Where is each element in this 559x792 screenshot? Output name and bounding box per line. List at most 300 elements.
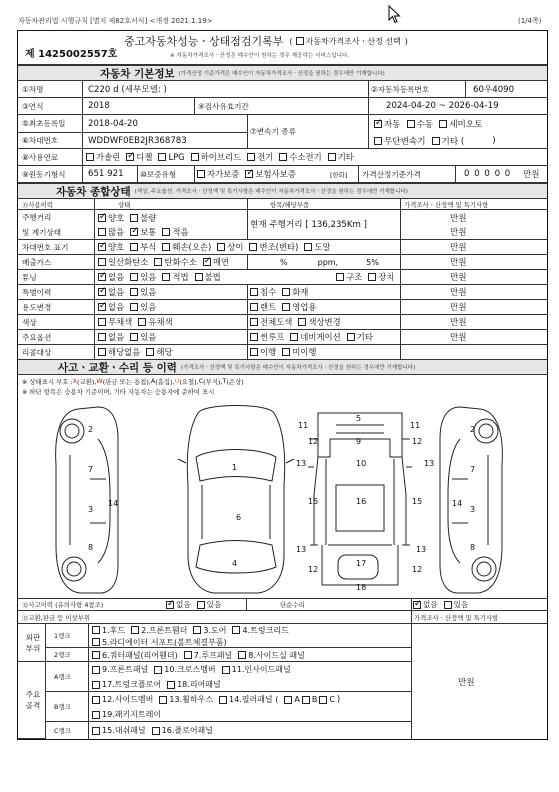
rank-3-part-0-1[interactable] [159, 694, 213, 705]
status-row-1 [18, 225, 547, 240]
warranty-options [197, 166, 302, 182]
status-2-opt-0[interactable] [98, 241, 124, 253]
trans-manual[interactable] [407, 118, 434, 130]
fuel-option-4[interactable] [247, 151, 273, 163]
status-vline [247, 330, 248, 344]
status-2-opt-2-label: 훼손(오손) [172, 242, 212, 252]
status-5-opt-0-checkbox[interactable] [98, 288, 106, 296]
warranty-option-1-checkbox[interactable] [245, 170, 253, 178]
right-side-view [440, 407, 502, 593]
status-0-opt-0-checkbox[interactable] [98, 214, 106, 222]
rank-4-part-0-1-label: 16.플로어패널 [161, 726, 214, 735]
simple-option-0[interactable] [413, 599, 438, 610]
usage-detail-1-label: 영업용 [292, 302, 317, 312]
rank-label-0: 1랭크 [54, 632, 71, 640]
fuel-option-0[interactable] [86, 151, 120, 163]
rank-0-part-0-0-checkbox[interactable] [92, 626, 100, 634]
status-4-opt-2-label: 적법 [172, 272, 189, 282]
status-detail-4 [336, 270, 400, 284]
status-8-opt-0[interactable] [98, 331, 124, 343]
pillar-option-2[interactable] [319, 695, 335, 704]
status-2-opt-3-checkbox[interactable] [217, 243, 225, 251]
rank-2-part-0-2[interactable] [222, 664, 291, 675]
left-view-label-4: 8 [88, 543, 94, 552]
accident-note: (가격조사ㆍ산정액 및 특기사항은 매수인이 자동차가격조사ㆍ산정을 원하는 경우에만 기재합니다) [180, 365, 416, 371]
rank-vline [88, 648, 89, 661]
frame-view-label-7: 10 [356, 459, 367, 468]
price-survey-checkbox[interactable] [296, 37, 304, 45]
rank-0-part-1-0-label: 5.라디에이터 서포트(볼트체결부품) [102, 637, 227, 647]
fuel-option-1-label: 디젤 [136, 152, 153, 162]
status-row-7 [18, 315, 547, 330]
rank-4-part-0-0-checkbox[interactable] [92, 727, 100, 735]
status-5-opt-1[interactable] [130, 286, 156, 298]
left-view-label-1: 7 [88, 465, 94, 474]
color-detail-1-checkbox[interactable] [298, 318, 306, 326]
rank-4-part-0-0[interactable] [92, 725, 146, 736]
color-detail-1-label: 색상변경 [308, 317, 341, 327]
status-2-opt-1[interactable] [130, 241, 156, 253]
tuning-detail-0-checkbox[interactable] [336, 273, 344, 281]
frame-view-label-17: 18 [356, 583, 367, 592]
trans-etc-checkbox[interactable] [432, 137, 440, 145]
status-1-opt-2-checkbox[interactable] [162, 228, 170, 236]
special-detail-0[interactable] [250, 286, 276, 298]
trans-auto-checkbox[interactable] [374, 120, 382, 128]
simple-option-1[interactable] [444, 599, 469, 610]
damage-diagram-area [18, 375, 547, 599]
status-9-opt-1[interactable] [146, 346, 172, 358]
rank-3-part-0-2[interactable] [219, 694, 278, 705]
right-view-label-3: 14 [452, 499, 463, 508]
status-8-opt-1[interactable] [130, 331, 156, 343]
fuel-option-1-checkbox[interactable] [126, 153, 134, 161]
car-name-label: ①차명 [22, 84, 44, 94]
legend-part-0: ※ 상태표시 부호 : [22, 377, 73, 386]
engine-label: ⑨원동기형식 [22, 169, 66, 179]
form-title-row [18, 31, 547, 65]
warranty-option-0[interactable] [197, 168, 239, 180]
option-detail-0-checkbox[interactable] [250, 333, 258, 341]
fuel-option-0-checkbox[interactable] [86, 153, 94, 161]
rank-vline [88, 722, 89, 739]
status-8-opt-1-checkbox[interactable] [130, 333, 138, 341]
color-detail-0-checkbox[interactable] [250, 318, 258, 326]
rank-3-part-0-2-label: 14.필러패널 ( [229, 695, 279, 704]
rank-2-part-0-0[interactable] [92, 664, 148, 675]
status-row-options-9 [98, 345, 179, 359]
pillar-option-1[interactable] [302, 695, 318, 704]
status-row-label-9: 리콜대상 [22, 347, 52, 357]
pillar-option-1-checkbox[interactable] [302, 696, 310, 704]
recall-detail-1-checkbox[interactable] [282, 348, 290, 356]
status-2-opt-5[interactable] [304, 241, 330, 253]
outer-panel-group [18, 624, 46, 662]
status-vline [400, 240, 401, 254]
recall-detail-0[interactable] [250, 346, 276, 358]
status-vline [247, 315, 248, 329]
status-9-opt-0-label: 해당없음 [108, 347, 141, 357]
frame-view-label-14: 12 [308, 565, 319, 574]
pillar-option-0[interactable] [284, 695, 299, 704]
pillar-option-2-label: C [329, 695, 335, 704]
fuel-option-6[interactable] [328, 151, 354, 163]
rank-3-part-0-2-checkbox[interactable] [219, 696, 227, 704]
history-option-1-checkbox[interactable] [197, 601, 205, 609]
status-6-opt-1-label: 있음 [140, 302, 157, 312]
fuel-option-2-checkbox[interactable] [158, 153, 166, 161]
usage-detail-0[interactable] [250, 301, 276, 313]
status-0-opt-1[interactable] [130, 212, 156, 224]
rank-2-part-0-1[interactable] [154, 664, 215, 675]
col-price: 가격조사ㆍ산정액 및 특기사항 [404, 200, 489, 209]
legend-part-1: X [72, 377, 78, 385]
status-1-opt-2[interactable] [162, 226, 188, 238]
year-value: 2018 [88, 101, 110, 111]
rank-0-part-0-1[interactable] [131, 625, 187, 636]
right-view-label-4: 8 [470, 543, 476, 552]
basic-info-title: 자동차 기본정보 [100, 67, 175, 80]
status-vline [400, 345, 401, 359]
year-row [18, 98, 547, 115]
status-3-opt-1-checkbox[interactable] [154, 258, 162, 266]
engine-value: 651 921 [88, 169, 124, 179]
trans-semi-checkbox[interactable] [439, 120, 447, 128]
status-vline [94, 300, 95, 314]
history-option-0-checkbox[interactable] [166, 601, 174, 609]
pillar-close: ) [336, 694, 341, 705]
rank-3-part-0-0-checkbox[interactable] [92, 696, 100, 704]
status-5-opt-1-label: 있음 [140, 287, 157, 297]
recall-detail-0-label: 이행 [260, 347, 277, 357]
rank-2-part-1-1-label: 18.리어패널 [177, 680, 221, 689]
status-4-opt-0[interactable] [98, 271, 124, 283]
status-row-options-4 [98, 270, 227, 284]
status-row-options-1 [98, 225, 195, 239]
rank-row-2 [46, 662, 411, 692]
status-7-opt-1-checkbox[interactable] [138, 318, 146, 326]
status-vline [400, 300, 401, 314]
option-detail-2-checkbox[interactable] [347, 333, 355, 341]
status-3-opt-0-checkbox[interactable] [98, 258, 106, 266]
pillar-option-2-checkbox[interactable] [319, 696, 327, 704]
status-3-opt-1[interactable] [154, 256, 196, 268]
rank-vline [88, 624, 89, 647]
status-0-opt-0[interactable] [98, 212, 124, 224]
option-detail-2[interactable] [347, 331, 373, 343]
status-vline [247, 345, 248, 359]
trans-semi-label: 세미오토 [449, 119, 483, 130]
status-row-4 [18, 270, 547, 285]
rank-2-line-0 [92, 662, 297, 677]
rank-1-part-0-0[interactable] [92, 650, 178, 661]
option-detail-0[interactable] [250, 331, 284, 343]
vin-label: ⑥차대번호 [22, 136, 59, 145]
status-2-opt-0-checkbox[interactable] [98, 243, 106, 251]
rank-0-part-1-0-checkbox[interactable] [92, 638, 100, 646]
rank-1-part-0-0-label: 6.쿼터패널(리어휀더) [102, 650, 178, 660]
legend-part-4: (판금 또는 용접), [102, 377, 151, 386]
emission-ppm: ppm, [317, 257, 339, 267]
rank-2-part-1-0[interactable] [92, 679, 161, 690]
status-7-opt-0[interactable] [98, 316, 132, 328]
status-4-opt-3-label: 불법 [204, 272, 221, 282]
fuel-label: ⑧사용연료 [22, 152, 59, 162]
recall-detail-1-label: 미이행 [292, 347, 317, 357]
status-4-opt-2[interactable] [162, 271, 188, 283]
status-8-opt-0-label: 없음 [108, 332, 125, 342]
major-frame-group-line-1: 골격 [25, 701, 41, 710]
rank-2-part-1-0-label: 17.트렁크플로어 [102, 680, 162, 689]
fuel-option-2-label: LPG [168, 152, 185, 162]
status-2-opt-3-label: 상이 [227, 242, 244, 252]
status-row-2 [18, 240, 547, 255]
status-6-opt-0-checkbox[interactable] [98, 303, 106, 311]
status-row-3 [18, 255, 547, 270]
status-8-opt-0-checkbox[interactable] [98, 333, 106, 341]
emission-val: 5% [366, 257, 379, 267]
history-option-1[interactable] [197, 599, 222, 610]
simple-option-1-checkbox[interactable] [444, 601, 452, 609]
rank-2-line-1 [92, 677, 227, 692]
status-row-options-0 [98, 210, 162, 225]
simple-option-1-label: 있음 [453, 600, 469, 609]
status-2-opt-2-checkbox[interactable] [162, 243, 170, 251]
rank-1-part-0-0-checkbox[interactable] [92, 651, 100, 659]
usage-detail-1-checkbox[interactable] [282, 303, 290, 311]
rank-0-part-0-2-checkbox[interactable] [193, 626, 201, 634]
status-3-opt-2-checkbox[interactable] [203, 258, 211, 266]
status-4-opt-0-checkbox[interactable] [98, 273, 106, 281]
status-4-opt-3-checkbox[interactable] [195, 273, 203, 281]
history-option-0[interactable] [166, 599, 191, 610]
trans-cvt-checkbox[interactable] [374, 137, 382, 145]
status-9-opt-0[interactable] [98, 346, 140, 358]
rank-0-part-0-0-label: 1.후드 [102, 625, 126, 635]
fuel-options [86, 149, 360, 165]
warranty-option-1[interactable] [245, 168, 295, 180]
status-5-opt-1-checkbox[interactable] [130, 288, 138, 296]
rank-2-part-1-1[interactable] [167, 679, 221, 690]
recall-detail-1[interactable] [282, 346, 316, 358]
status-4-opt-2-checkbox[interactable] [162, 273, 170, 281]
rank-2-part-0-2-checkbox[interactable] [222, 666, 230, 674]
usage-detail-1[interactable] [282, 301, 316, 313]
status-2-opt-1-checkbox[interactable] [130, 243, 138, 251]
first-reg-label: ⑤최초등록일 [22, 119, 66, 128]
status-6-opt-1[interactable] [130, 301, 156, 313]
rank-2-part-0-1-checkbox[interactable] [154, 666, 162, 674]
status-price-unit-8: 만원 [450, 333, 467, 343]
warranty-option-0-label: 자가보증 [207, 169, 240, 179]
trans-semi[interactable] [439, 118, 482, 130]
status-row-label-2: 차대번호 표기 [22, 242, 69, 252]
status-1-opt-0[interactable] [98, 226, 124, 238]
status-detail-8 [250, 330, 379, 344]
rank-2-part-1-1-checkbox[interactable] [167, 681, 175, 689]
accident-title: 사고ㆍ교환ㆍ수리 등 이력 [58, 361, 177, 374]
fuel-option-1[interactable] [126, 151, 152, 163]
status-3-opt-2[interactable] [203, 256, 229, 268]
history-option-0-label: 없음 [176, 600, 191, 609]
status-2-opt-4-checkbox[interactable] [249, 243, 257, 251]
vin-value: WDDWF0EB2JR368783 [88, 135, 187, 146]
status-detail-7 [250, 315, 347, 329]
pillar-option-1-label: B [311, 695, 318, 704]
status-price-unit-4: 만원 [450, 273, 467, 283]
rank-0-line-1 [92, 636, 233, 648]
rank-3-part-1-0-label: 19.패키지트레이 [102, 710, 162, 719]
status-1-opt-1[interactable] [130, 226, 156, 238]
status-2-opt-3[interactable] [217, 241, 243, 253]
car-name-value: C220 d (세부모델: ) [88, 85, 167, 95]
status-row-options-8 [98, 330, 162, 344]
special-detail-1[interactable] [282, 286, 308, 298]
base-price-unit: 만원 [523, 170, 540, 180]
rank-3-part-1-0-checkbox[interactable] [92, 711, 100, 719]
fuel-option-2[interactable] [158, 152, 184, 162]
special-detail-1-label: 화재 [292, 287, 309, 297]
frame-view-label-13: 13 [416, 545, 427, 554]
fuel-option-3-checkbox[interactable] [191, 153, 199, 161]
status-8-opt-1-label: 있음 [140, 332, 157, 342]
rank-1-part-0-1-checkbox[interactable] [184, 651, 192, 659]
status-price-unit-6: 만원 [450, 303, 467, 313]
trans-manual-checkbox[interactable] [407, 120, 415, 128]
option-detail-2-label: 기타 [356, 332, 373, 342]
legend-part-5: A [150, 377, 156, 385]
rank-3-part-0-1-checkbox[interactable] [159, 696, 167, 704]
status-0-opt-1-checkbox[interactable] [130, 214, 138, 222]
trans-auto[interactable] [374, 118, 401, 130]
inspect-period-value: 2024-04-20 ~ 2026-04-19 [386, 101, 499, 111]
rank-3-part-1-0[interactable] [92, 709, 161, 720]
rank-0-part-0-2[interactable] [193, 625, 226, 636]
rank-0-part-0-0[interactable] [92, 625, 125, 636]
status-6-opt-1-checkbox[interactable] [130, 303, 138, 311]
form-title-text: 중고자동차성능ㆍ상태점검기록부 [124, 35, 284, 48]
status-row-5 [18, 285, 547, 300]
fuel-option-5-checkbox[interactable] [279, 153, 287, 161]
simple-repair-label: 단순수리 [280, 601, 305, 609]
status-7-opt-0-checkbox[interactable] [98, 318, 106, 326]
rank-0-part-0-2-label: 3.도어 [203, 625, 227, 635]
fuel-option-4-checkbox[interactable] [247, 153, 255, 161]
form-subtitle: ※ 자동차가격조사ㆍ산정은 매수인이 원하는 경우 제공하는 서비스입니다. [170, 53, 350, 59]
tuning-detail-1-label: 장치 [378, 272, 395, 282]
status-row-label-1: 및 계기상태 [22, 227, 62, 237]
tuning-detail-1-checkbox[interactable] [368, 273, 376, 281]
status-row-options-2 [98, 240, 337, 254]
outer-panel-group-line-1: 부위 [25, 643, 41, 653]
option-detail-1-checkbox[interactable] [290, 333, 298, 341]
tuning-detail-1[interactable] [368, 271, 394, 283]
rank-4-part-0-1-checkbox[interactable] [152, 727, 160, 735]
exchange-price-col: 가격조사ㆍ산정액 및 특기사항 [414, 613, 499, 622]
rank-2-part-1-0-checkbox[interactable] [92, 681, 100, 689]
top-view-label-2: 4 [232, 559, 238, 568]
rank-0-part-1-0[interactable] [92, 637, 227, 648]
outer-panel-group-line-0: 외판 [25, 632, 41, 642]
legend-part-10: (부식), [203, 377, 223, 386]
rank-1-part-0-1[interactable] [184, 650, 233, 661]
option-detail-1[interactable] [290, 331, 340, 343]
fuel-option-5[interactable] [279, 151, 321, 163]
pillar-option-0-checkbox[interactable] [284, 696, 292, 704]
rank-0-part-0-3-checkbox[interactable] [232, 626, 240, 634]
status-1-opt-1-checkbox[interactable] [130, 228, 138, 236]
rank-2-part-0-1-label: 10.크로스멤버 [164, 665, 216, 674]
status-4-opt-3[interactable] [195, 271, 221, 283]
status-7-opt-1[interactable] [138, 316, 172, 328]
status-2-opt-0-label: 양호 [108, 242, 125, 252]
fuel-option-6-checkbox[interactable] [328, 153, 336, 161]
exchange-label: ⑬교환,판금 등 이상부위 [22, 613, 91, 622]
inspect-period-label: ④검사유효기간 [198, 101, 249, 111]
status-price-unit-7: 만원 [450, 318, 467, 328]
recall-detail-0-checkbox[interactable] [250, 348, 258, 356]
trans-cvt[interactable] [374, 135, 426, 147]
pillar-option-0-label: A [294, 695, 300, 704]
rank-1-line-0 [92, 648, 311, 662]
legend-part-11: T [222, 377, 227, 385]
status-2-opt-5-checkbox[interactable] [304, 243, 312, 251]
status-row-label-0: 주행거리 [22, 213, 52, 222]
status-row-options-6 [98, 300, 162, 314]
status-vline [247, 255, 248, 269]
rank-0-part-0-3[interactable] [232, 625, 288, 636]
rank-row-3 [46, 692, 411, 722]
status-5-opt-0-label: 없음 [108, 287, 125, 297]
trans-etc[interactable] [432, 135, 465, 147]
status-row-0 [18, 210, 547, 230]
status-4-opt-1-checkbox[interactable] [130, 273, 138, 281]
frame-view-label-9: 15 [308, 497, 319, 506]
status-detail-6 [250, 300, 322, 314]
rank-0-part-0-1-checkbox[interactable] [131, 626, 139, 634]
warranty-option-0-checkbox[interactable] [197, 170, 205, 178]
rank-4-part-0-1[interactable] [152, 725, 213, 736]
rank-1-part-0-2-checkbox[interactable] [238, 651, 246, 659]
color-detail-0[interactable] [250, 316, 292, 328]
color-detail-1[interactable] [298, 316, 340, 328]
rank-3-part-0-0[interactable] [92, 694, 153, 705]
status-2-opt-5-label: 도말 [314, 242, 331, 252]
frame-view-label-6: 13 [296, 459, 307, 468]
usage-detail-0-checkbox[interactable] [250, 303, 258, 311]
fuel-option-3[interactable] [191, 151, 241, 163]
status-2-opt-4[interactable] [249, 241, 298, 253]
status-row-6 [18, 300, 547, 315]
status-9-opt-0-checkbox[interactable] [98, 348, 106, 356]
status-1-opt-0-checkbox[interactable] [98, 228, 106, 236]
rank-1-part-0-2[interactable] [238, 650, 305, 661]
status-9-opt-1-checkbox[interactable] [146, 348, 154, 356]
special-detail-1-checkbox[interactable] [282, 288, 290, 296]
tuning-detail-0[interactable] [336, 271, 362, 283]
status-5-opt-0[interactable] [98, 286, 124, 298]
transmission-options-1 [374, 115, 488, 132]
rank-2-part-0-0-checkbox[interactable] [92, 666, 100, 674]
status-2-opt-2[interactable] [162, 241, 211, 253]
status-3-opt-0[interactable] [98, 256, 148, 268]
fuel-option-4-label: 전기 [257, 152, 274, 162]
status-4-opt-1[interactable] [130, 271, 156, 283]
status-6-opt-0[interactable] [98, 301, 124, 313]
simple-option-0-checkbox[interactable] [413, 601, 421, 609]
engine-row [18, 166, 547, 183]
special-detail-0-checkbox[interactable] [250, 288, 258, 296]
